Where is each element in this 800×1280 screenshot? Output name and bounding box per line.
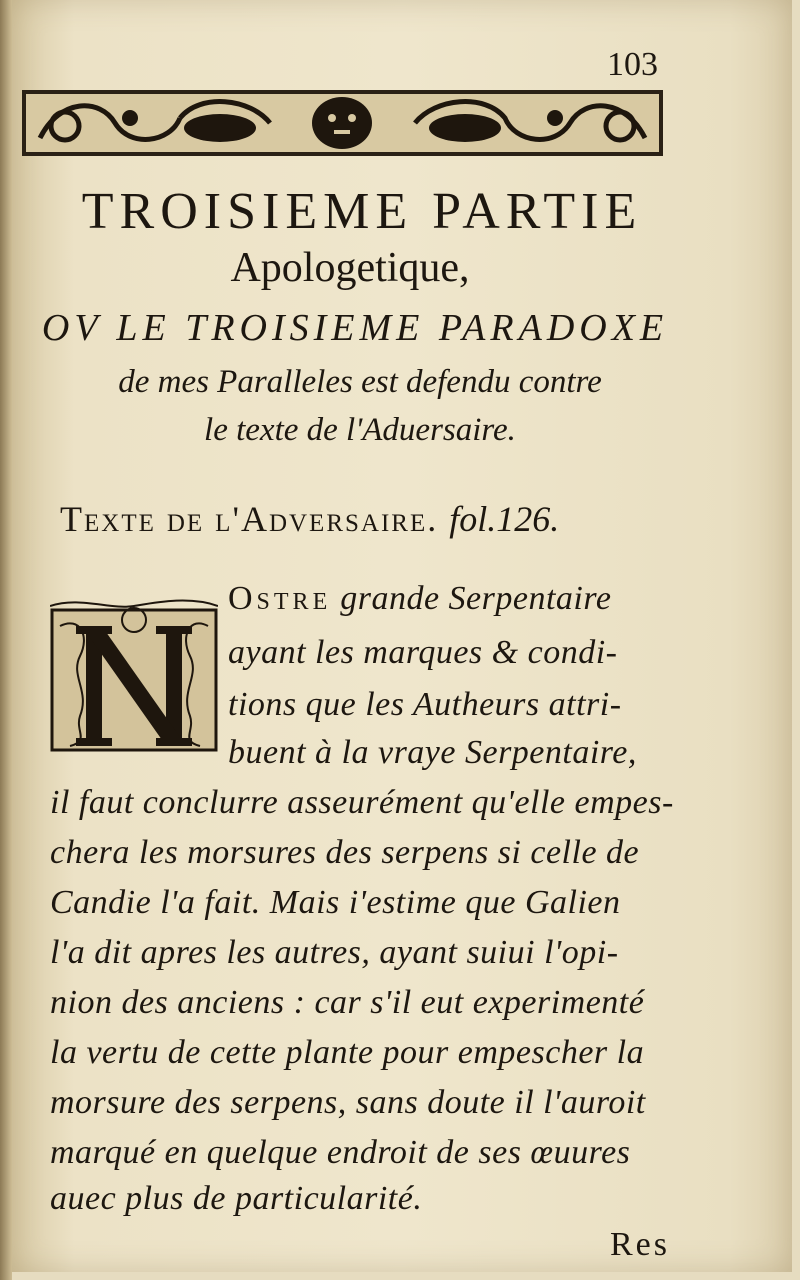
heading-line-1: TROISIEME PARTIE <box>81 183 643 240</box>
heading-line-5: le texte de l'Aduersaire. <box>204 412 516 448</box>
body-line-4: buent à la vraye Serpentaire, <box>228 734 637 771</box>
folio-reference: fol.126. <box>449 499 560 539</box>
catchword: Res <box>610 1226 670 1263</box>
body-line-5: il faut conclurre asseurément qu'elle empes- <box>50 784 674 821</box>
body-line-2: ayant les marques & condi- <box>228 634 618 671</box>
body-line-9: nion des anciens : car s'il eut experimenté <box>50 984 645 1021</box>
page-number: 103 <box>607 46 658 83</box>
body-line-7: Candie l'a fait. Mais i'estime que Galien <box>50 884 621 921</box>
body-line-10: la vertu de cette plante pour empescher la <box>50 1034 645 1071</box>
section-heading <box>60 498 559 540</box>
body-line-8: l'a dit apres les autres, ayant suiui l'opi- <box>50 934 619 971</box>
body-line-1 <box>228 580 611 618</box>
heading-line-3: OV LE TROISIEME PARADOXE <box>41 307 669 349</box>
page-binding-edge <box>0 0 12 1280</box>
heading-line-2: Apologetique, <box>230 245 470 291</box>
body-line-3: tions que les Autheurs attri- <box>228 686 622 723</box>
initial-word-caps: Ostre <box>228 580 332 617</box>
heading-line-4: de mes Paralleles est defendu contre <box>118 364 602 400</box>
ornamental-headpiece <box>20 88 665 158</box>
body-line-13: auec plus de particularité. <box>50 1180 423 1217</box>
body-line-1-rest: grande Serpentaire <box>331 580 612 617</box>
body-line-12: marqué en quelque endroit de ses œuures <box>50 1134 631 1171</box>
section-heading-label: Texte de l'Adversaire. <box>60 499 439 539</box>
body-line-6: chera les morsures des serpens si celle de <box>50 834 640 871</box>
decorated-initial-n <box>50 596 218 758</box>
body-line-11: morsure des serpens, sans doute il l'auroit <box>50 1084 646 1121</box>
